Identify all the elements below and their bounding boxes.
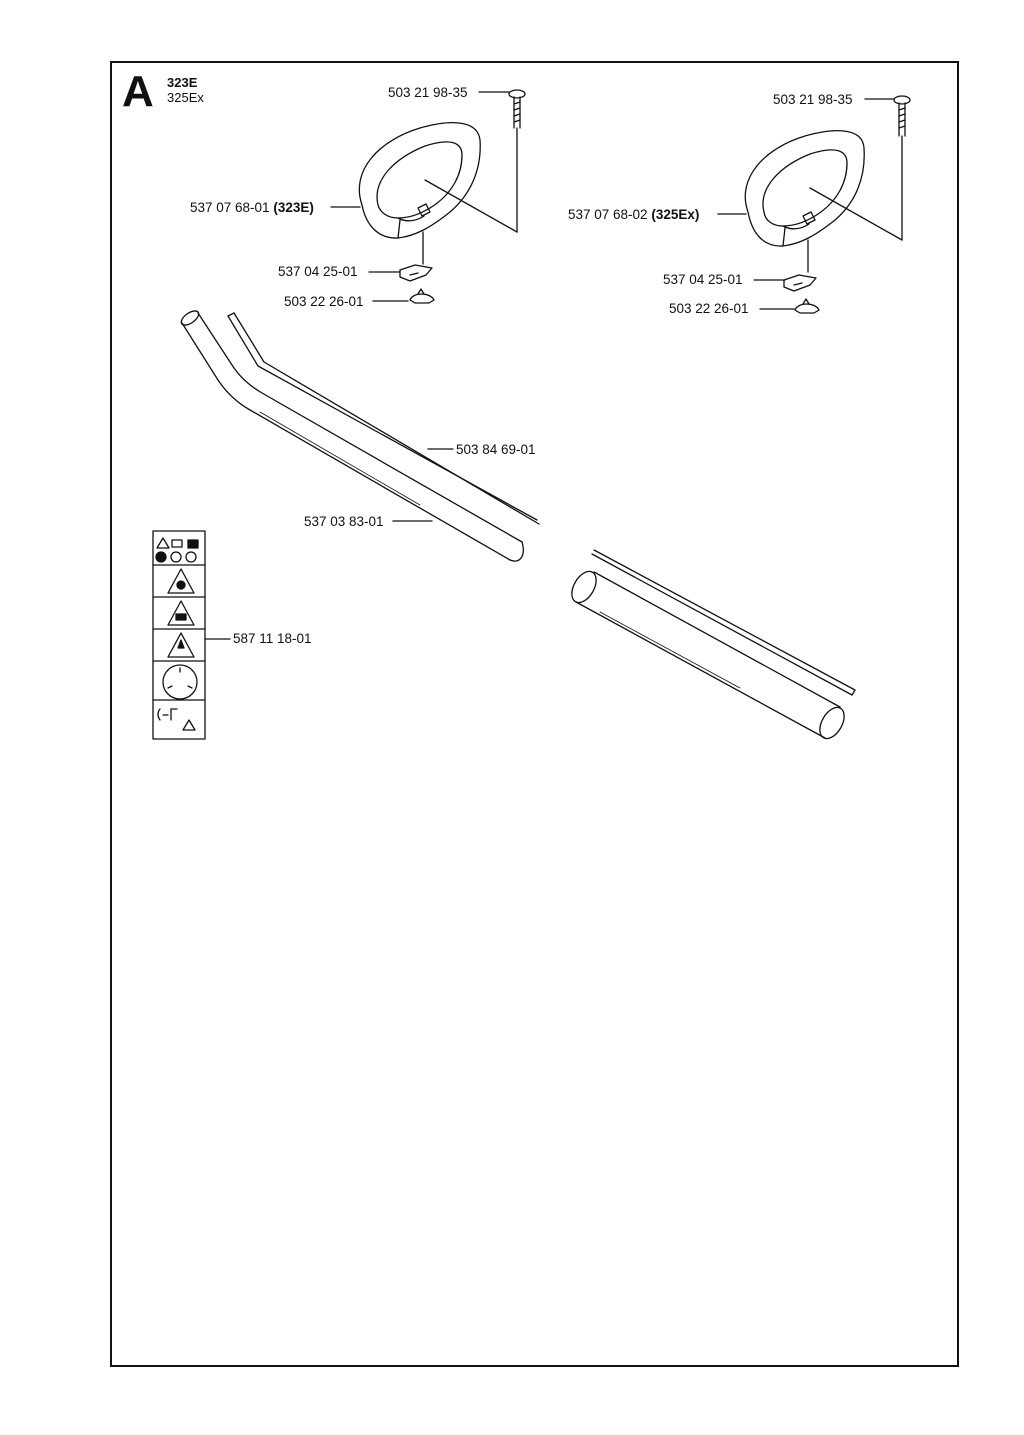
- label-handle-left-model: (323E): [273, 200, 314, 215]
- handle-left: [359, 123, 480, 238]
- label-clamp-right: 537 04 25-01: [663, 272, 743, 287]
- label-handle-right-number: 537 07 68-02: [568, 207, 648, 222]
- label-handle-right: [568, 208, 699, 222]
- axis-right: [810, 188, 902, 240]
- label-decal: 587 11 18-01: [233, 631, 312, 646]
- shaft-rod-left: [228, 313, 539, 524]
- bolt-right: [894, 96, 910, 240]
- model-325ex: 325Ex: [167, 90, 204, 105]
- handle-right: [745, 131, 864, 246]
- model-323e: 323E: [167, 75, 198, 90]
- bolt-left: [509, 90, 525, 232]
- label-handle-left-number: 537 07 68-01: [190, 200, 270, 215]
- nut-left: [410, 289, 434, 303]
- label-handle-left: [190, 201, 314, 215]
- clamp-right: [784, 275, 816, 291]
- label-nut-right: 503 22 26-01: [669, 301, 749, 316]
- axis-left: [425, 180, 517, 232]
- label-clamp-left: 537 04 25-01: [278, 264, 358, 279]
- label-shaft-rod: 503 84 69-01: [456, 442, 536, 457]
- shaft-rod-right: [592, 550, 855, 695]
- clamp-left: [400, 265, 432, 281]
- shaft-tube-right: [567, 567, 849, 742]
- label-handle-right-model: (325Ex): [651, 207, 700, 222]
- label-bolt-right: 503 21 98-35: [773, 92, 853, 107]
- label-shaft-tube: 537 03 83-01: [304, 514, 384, 529]
- decal: [153, 531, 205, 739]
- section-letter: A: [122, 67, 154, 116]
- nut-right: [795, 299, 819, 313]
- label-bolt-left: 503 21 98-35: [388, 85, 468, 100]
- label-nut-left: 503 22 26-01: [284, 294, 364, 309]
